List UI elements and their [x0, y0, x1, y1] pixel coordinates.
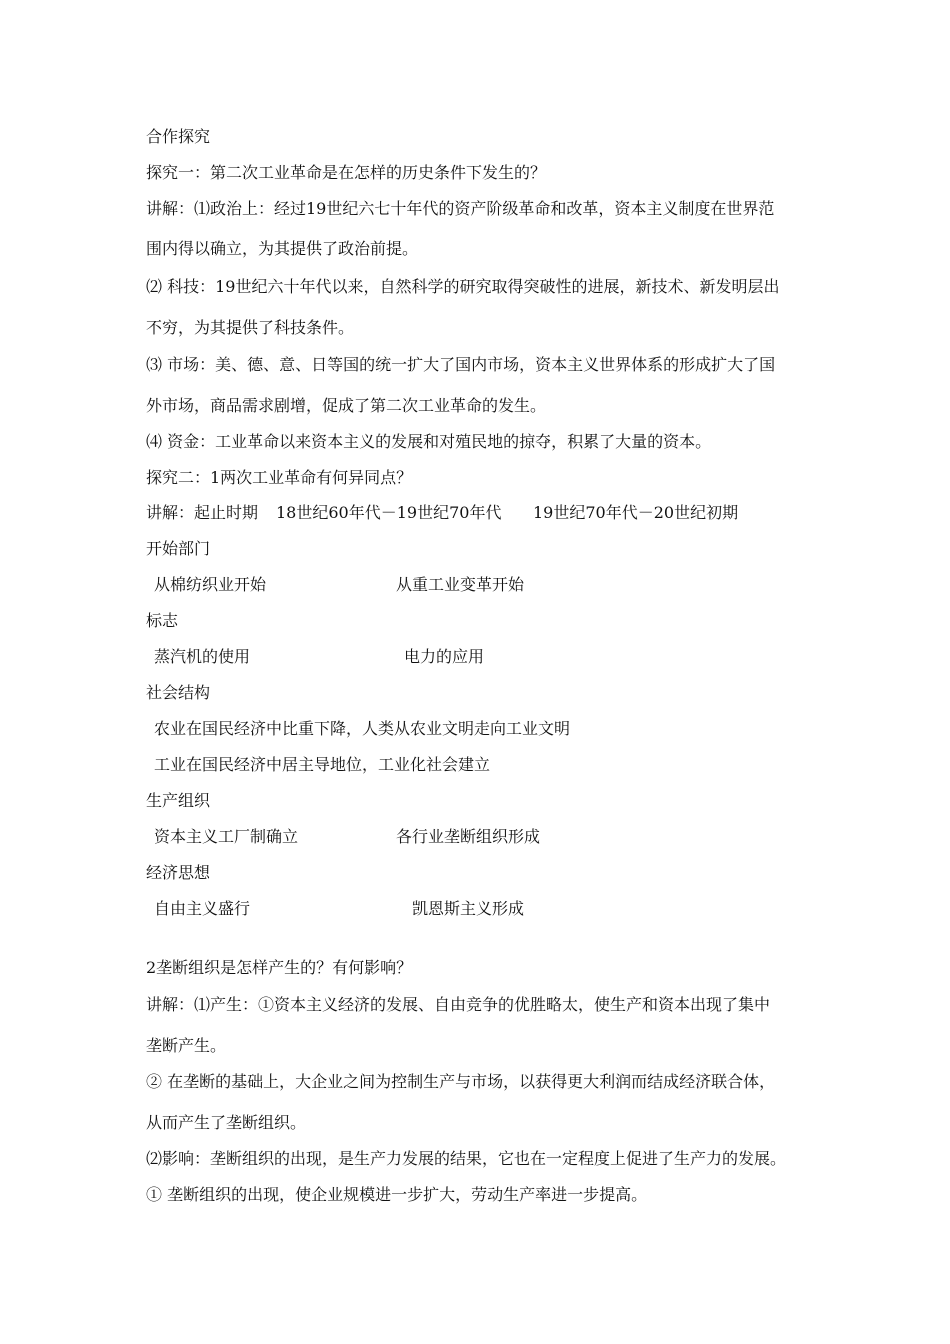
- inquiry1-p4: ⑷ 资金：工业革命以来资本主义的发展和对殖民地的掠夺，积累了大量的资本。: [146, 432, 712, 451]
- economy-first: 自由主义盛行: [154, 899, 251, 918]
- inquiry2-question: 探究二：1两次工业革命有何异同点？: [146, 468, 413, 487]
- economy-label: 经济思想: [146, 863, 211, 882]
- production-row: [146, 827, 540, 847]
- inquiry1-p1-line1: 讲解：⑴政治上：经过19世纪六七十年代的资产阶级革命和改革，资本主义制度在世界范: [146, 199, 775, 218]
- production-label: 生产组织: [146, 791, 211, 810]
- inquiry3-p3: ⑵影响：垄断组织的出现，是生产力发展的结果，它也在一定程度上促进了生产力的发展。: [146, 1149, 787, 1168]
- sign-second: 电力的应用: [404, 647, 485, 666]
- section-title: 合作探究: [146, 127, 211, 146]
- start-row: [146, 575, 524, 595]
- society-first: 农业在国民经济中比重下降，人类从农业文明走向工业文明: [154, 719, 571, 738]
- inquiry1-p3-line1: ⑶ 市场：美、德、意、日等国的统一扩大了国内市场，资本主义世界体系的形成扩大了国: [146, 355, 776, 374]
- period-first: 18世纪60年代－19世纪70年代: [276, 503, 502, 522]
- sign-first: 蒸汽机的使用: [154, 647, 251, 666]
- inquiry3-p1-line2: 垄断产生。: [146, 1036, 227, 1055]
- inquiry1-p2-line2: 不穷，为其提供了科技条件。: [146, 318, 355, 337]
- start-second: 从重工业变革开始: [396, 575, 525, 594]
- society-label: 社会结构: [146, 683, 211, 702]
- inquiry3-p2-line1: ② 在垄断的基础上，大企业之间为控制生产与市场，以获得更大利润而结成经济联合体，: [146, 1072, 776, 1091]
- society-second: 工业在国民经济中居主导地位，工业化社会建立: [154, 755, 491, 774]
- inquiry1-question: 探究一：第二次工业革命是在怎样的历史条件下发生的？: [146, 163, 547, 182]
- economy-row: [146, 899, 524, 919]
- inquiry1-p1-line2: 围内得以确立，为其提供了政治前提。: [146, 239, 419, 258]
- period-label: 讲解：起止时期: [146, 503, 259, 522]
- economy-second: 凯恩斯主义形成: [412, 899, 525, 918]
- inquiry3-p1-line1: 讲解：⑴产生：①资本主义经济的发展、自由竞争的优胜略太，使生产和资本出现了集中: [146, 995, 771, 1014]
- start-first: 从棉纺织业开始: [154, 575, 267, 594]
- inquiry3-p2-line2: 从而产生了垄断组织。: [146, 1113, 307, 1132]
- period-row: [146, 503, 738, 523]
- sign-label: 标志: [146, 611, 179, 630]
- production-second: 各行业垄断组织形成: [396, 827, 541, 846]
- inquiry3-p4: ① 垄断组织的出现，使企业规模进一步扩大，劳动生产率进一步提高。: [146, 1185, 648, 1204]
- start-label: 开始部门: [146, 539, 211, 558]
- inquiry1-p2-line1: ⑵ 科技：19世纪六十年代以来，自然科学的研究取得突破性的进展，新技术、新发明层出: [146, 277, 780, 296]
- production-first: 资本主义工厂制确立: [154, 827, 299, 846]
- inquiry1-p3-line2: 外市场，商品需求剧增，促成了第二次工业革命的发生。: [146, 396, 547, 415]
- inquiry3-question: 2垄断组织是怎样产生的？有何影响？: [146, 958, 413, 977]
- sign-row: [146, 647, 484, 667]
- period-second: 19世纪70年代－20世纪初期: [533, 503, 739, 522]
